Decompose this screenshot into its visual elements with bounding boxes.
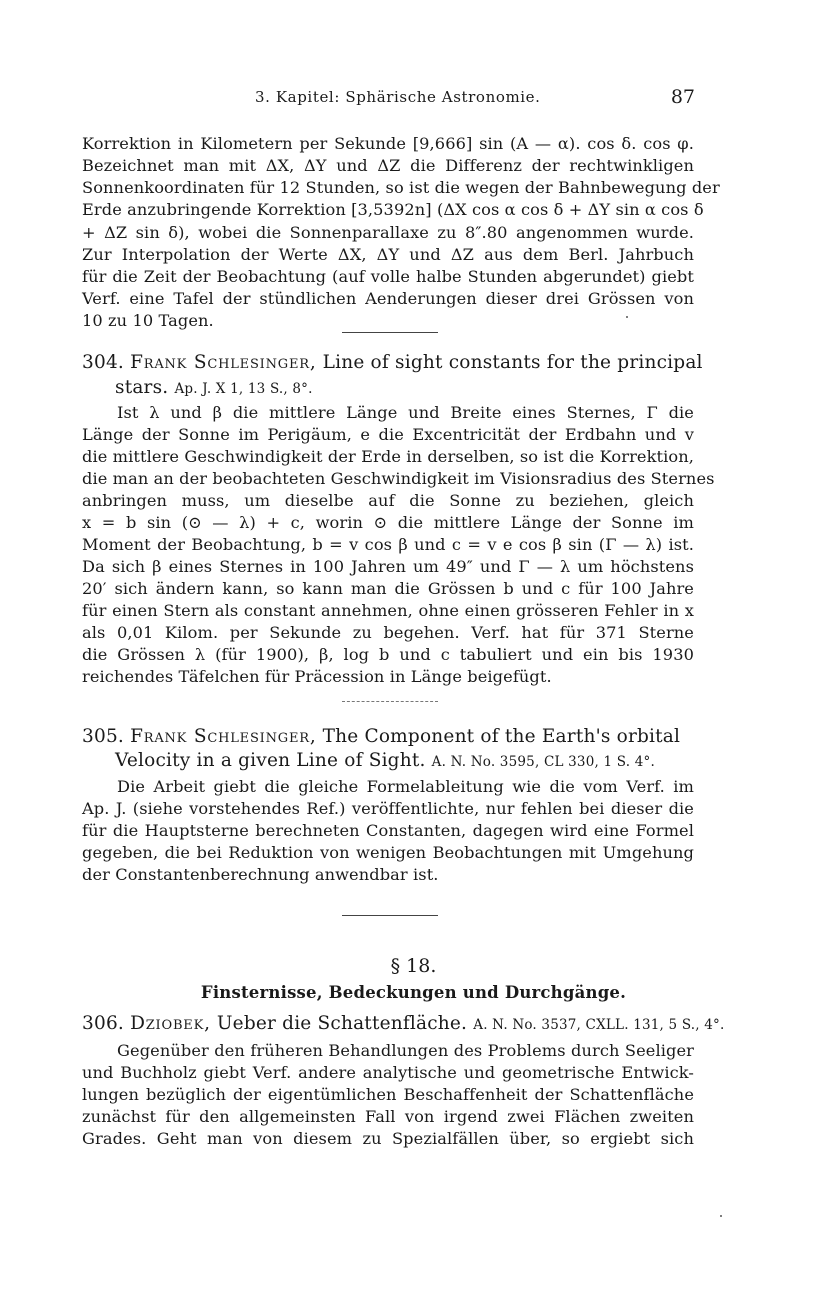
print-speck	[626, 316, 628, 318]
entry-title-cont: Velocity in a given Line of Sight.	[115, 750, 426, 771]
text-line: zunächst für den allgemeinsten Fall von irgend zwei Flächen zweiten	[82, 1107, 694, 1126]
running-title: 3. Kapitel: Sphärische Astronomie.	[255, 88, 541, 106]
text-line: lungen bezüglich der eigentümlichen Beschaffenheit der Schattenfläche	[82, 1085, 694, 1104]
text-line: Ap. J. (siehe vorstehendes Ref.) veröffentlichte, nur fehlen bei dieser die	[82, 799, 694, 818]
text-line: + ΔZ sin δ), wobei die Sonnenparallaxe zu 8″.80 angenommen wurde.	[82, 223, 694, 242]
entry-heading-continued	[115, 377, 727, 400]
separator-rule	[342, 332, 438, 333]
entry-number: 304.	[82, 352, 124, 373]
text-line: für einen Stern als constant annehmen, ohne einen grösseren Fehler in x	[82, 601, 694, 620]
separator-rule	[342, 915, 438, 916]
text-line: Gegenüber den früheren Behandlungen des Problems durch Seeliger	[117, 1041, 694, 1060]
text-line: gegeben, die bei Reduktion von wenigen Beobachtungen mit Umgehung	[82, 843, 694, 862]
entry-citation: A. N. No. 3595, CL 330, 1 S. 4°.	[431, 754, 655, 770]
text-line: Korrektion in Kilometern per Sekunde [9,666] sin (A — α). cos δ. cos φ.	[82, 134, 694, 153]
entry-number: 305.	[82, 726, 124, 747]
text-line: reichendes Täfelchen für Präcession in Länge beigefügt.	[82, 667, 552, 686]
text-line: die man an der beobachteten Geschwindigkeit im Visionsradius des Sternes	[82, 469, 715, 488]
entry-title: Ueber die Schattenfläche.	[216, 1013, 468, 1034]
text-line: x = b sin (⊙ — λ) + c, worin ⊙ die mittlere Länge der Sonne im	[82, 513, 694, 532]
text-line: Sonnenkoordinaten für 12 Stunden, so ist die wegen der Bahnbewegung der	[82, 178, 720, 197]
entry-heading-continued	[115, 750, 727, 773]
entry-author: Frank Schlesinger,	[130, 726, 317, 747]
entry-author: Dziobek,	[130, 1013, 211, 1034]
text-line: Zur Interpolation der Werte ΔX, ΔY und ΔZ aus dem Berl. Jahrbuch	[82, 245, 694, 264]
entry-title: The Component of the Earth's orbital	[322, 726, 681, 747]
text-line: der Constantenberechnung anwendbar ist.	[82, 865, 439, 884]
section-title: Finsternisse, Bedeckungen und Durchgänge.	[200, 983, 627, 1002]
page-number: 87	[670, 86, 695, 108]
text-line: Da sich β eines Sternes in 100 Jahren um 49″ und Γ — λ um höchstens	[82, 557, 694, 576]
entry-author: Frank Schlesinger,	[130, 352, 317, 373]
section-symbol: § 18.	[390, 955, 437, 977]
separator-rule	[342, 701, 438, 702]
entry-number: 306.	[82, 1013, 124, 1034]
print-speck	[720, 1215, 722, 1217]
entry-title-cont: stars.	[115, 377, 169, 398]
entry-citation: Ap. J. X 1, 13 S., 8°.	[174, 381, 313, 397]
text-line: Ist λ und β die mittlere Länge und Breite eines Sternes, Γ die	[117, 403, 694, 422]
text-line: Verf. eine Tafel der stündlichen Aenderungen dieser drei Grössen von	[82, 289, 694, 308]
text-line: Bezeichnet man mit ΔX, ΔY und ΔZ die Differenz der rechtwinkligen	[82, 156, 694, 175]
text-line: Länge der Sonne im Perigäum, e die Excentricität der Erdbahn und v	[82, 425, 694, 444]
text-line: Moment der Beobachtung, b = v cos β und c = v e cos β sin (Γ — λ) ist.	[82, 535, 694, 554]
entry-heading	[82, 726, 694, 748]
text-line: für die Hauptsterne berechneten Constanten, dagegen wird eine Formel	[82, 821, 694, 840]
text-line: anbringen muss, um dieselbe auf die Sonne zu beziehen, gleich	[82, 491, 694, 510]
entry-heading	[82, 1013, 725, 1036]
text-line: für die Zeit der Beobachtung (auf volle halbe Stunden abgerundet) giebt	[82, 267, 694, 286]
text-line: Erde anzubringende Korrektion [3,5392n] (ΔX cos α cos δ + ΔY sin α cos δ	[82, 200, 704, 219]
text-line: als 0,01 Kilom. per Sekunde zu begehen. Verf. hat für 371 Sterne	[82, 623, 694, 642]
text-line: 10 zu 10 Tagen.	[82, 311, 214, 330]
entry-title: Line of sight constants for the principal	[322, 352, 703, 373]
text-line: die Grössen λ (für 1900), β, log b und c tabuliert und ein bis 1930	[82, 645, 694, 664]
text-line: Die Arbeit giebt die gleiche Formelableitung wie die vom Verf. im	[117, 777, 694, 796]
entry-citation: A. N. No. 3537, CXLL. 131, 5 S., 4°.	[473, 1017, 725, 1033]
text-line: Grades. Geht man von diesem zu Spezialfällen über, so ergiebt sich	[82, 1129, 694, 1148]
text-line: die mittlere Geschwindigkeit der Erde in derselben, so ist die Korrektion,	[82, 447, 694, 466]
text-line: und Buchholz giebt Verf. andere analytische und geometrische Entwick-	[82, 1063, 694, 1082]
text-line: 20′ sich ändern kann, so kann man die Grössen b und c für 100 Jahre	[82, 579, 694, 598]
entry-heading	[82, 352, 703, 374]
